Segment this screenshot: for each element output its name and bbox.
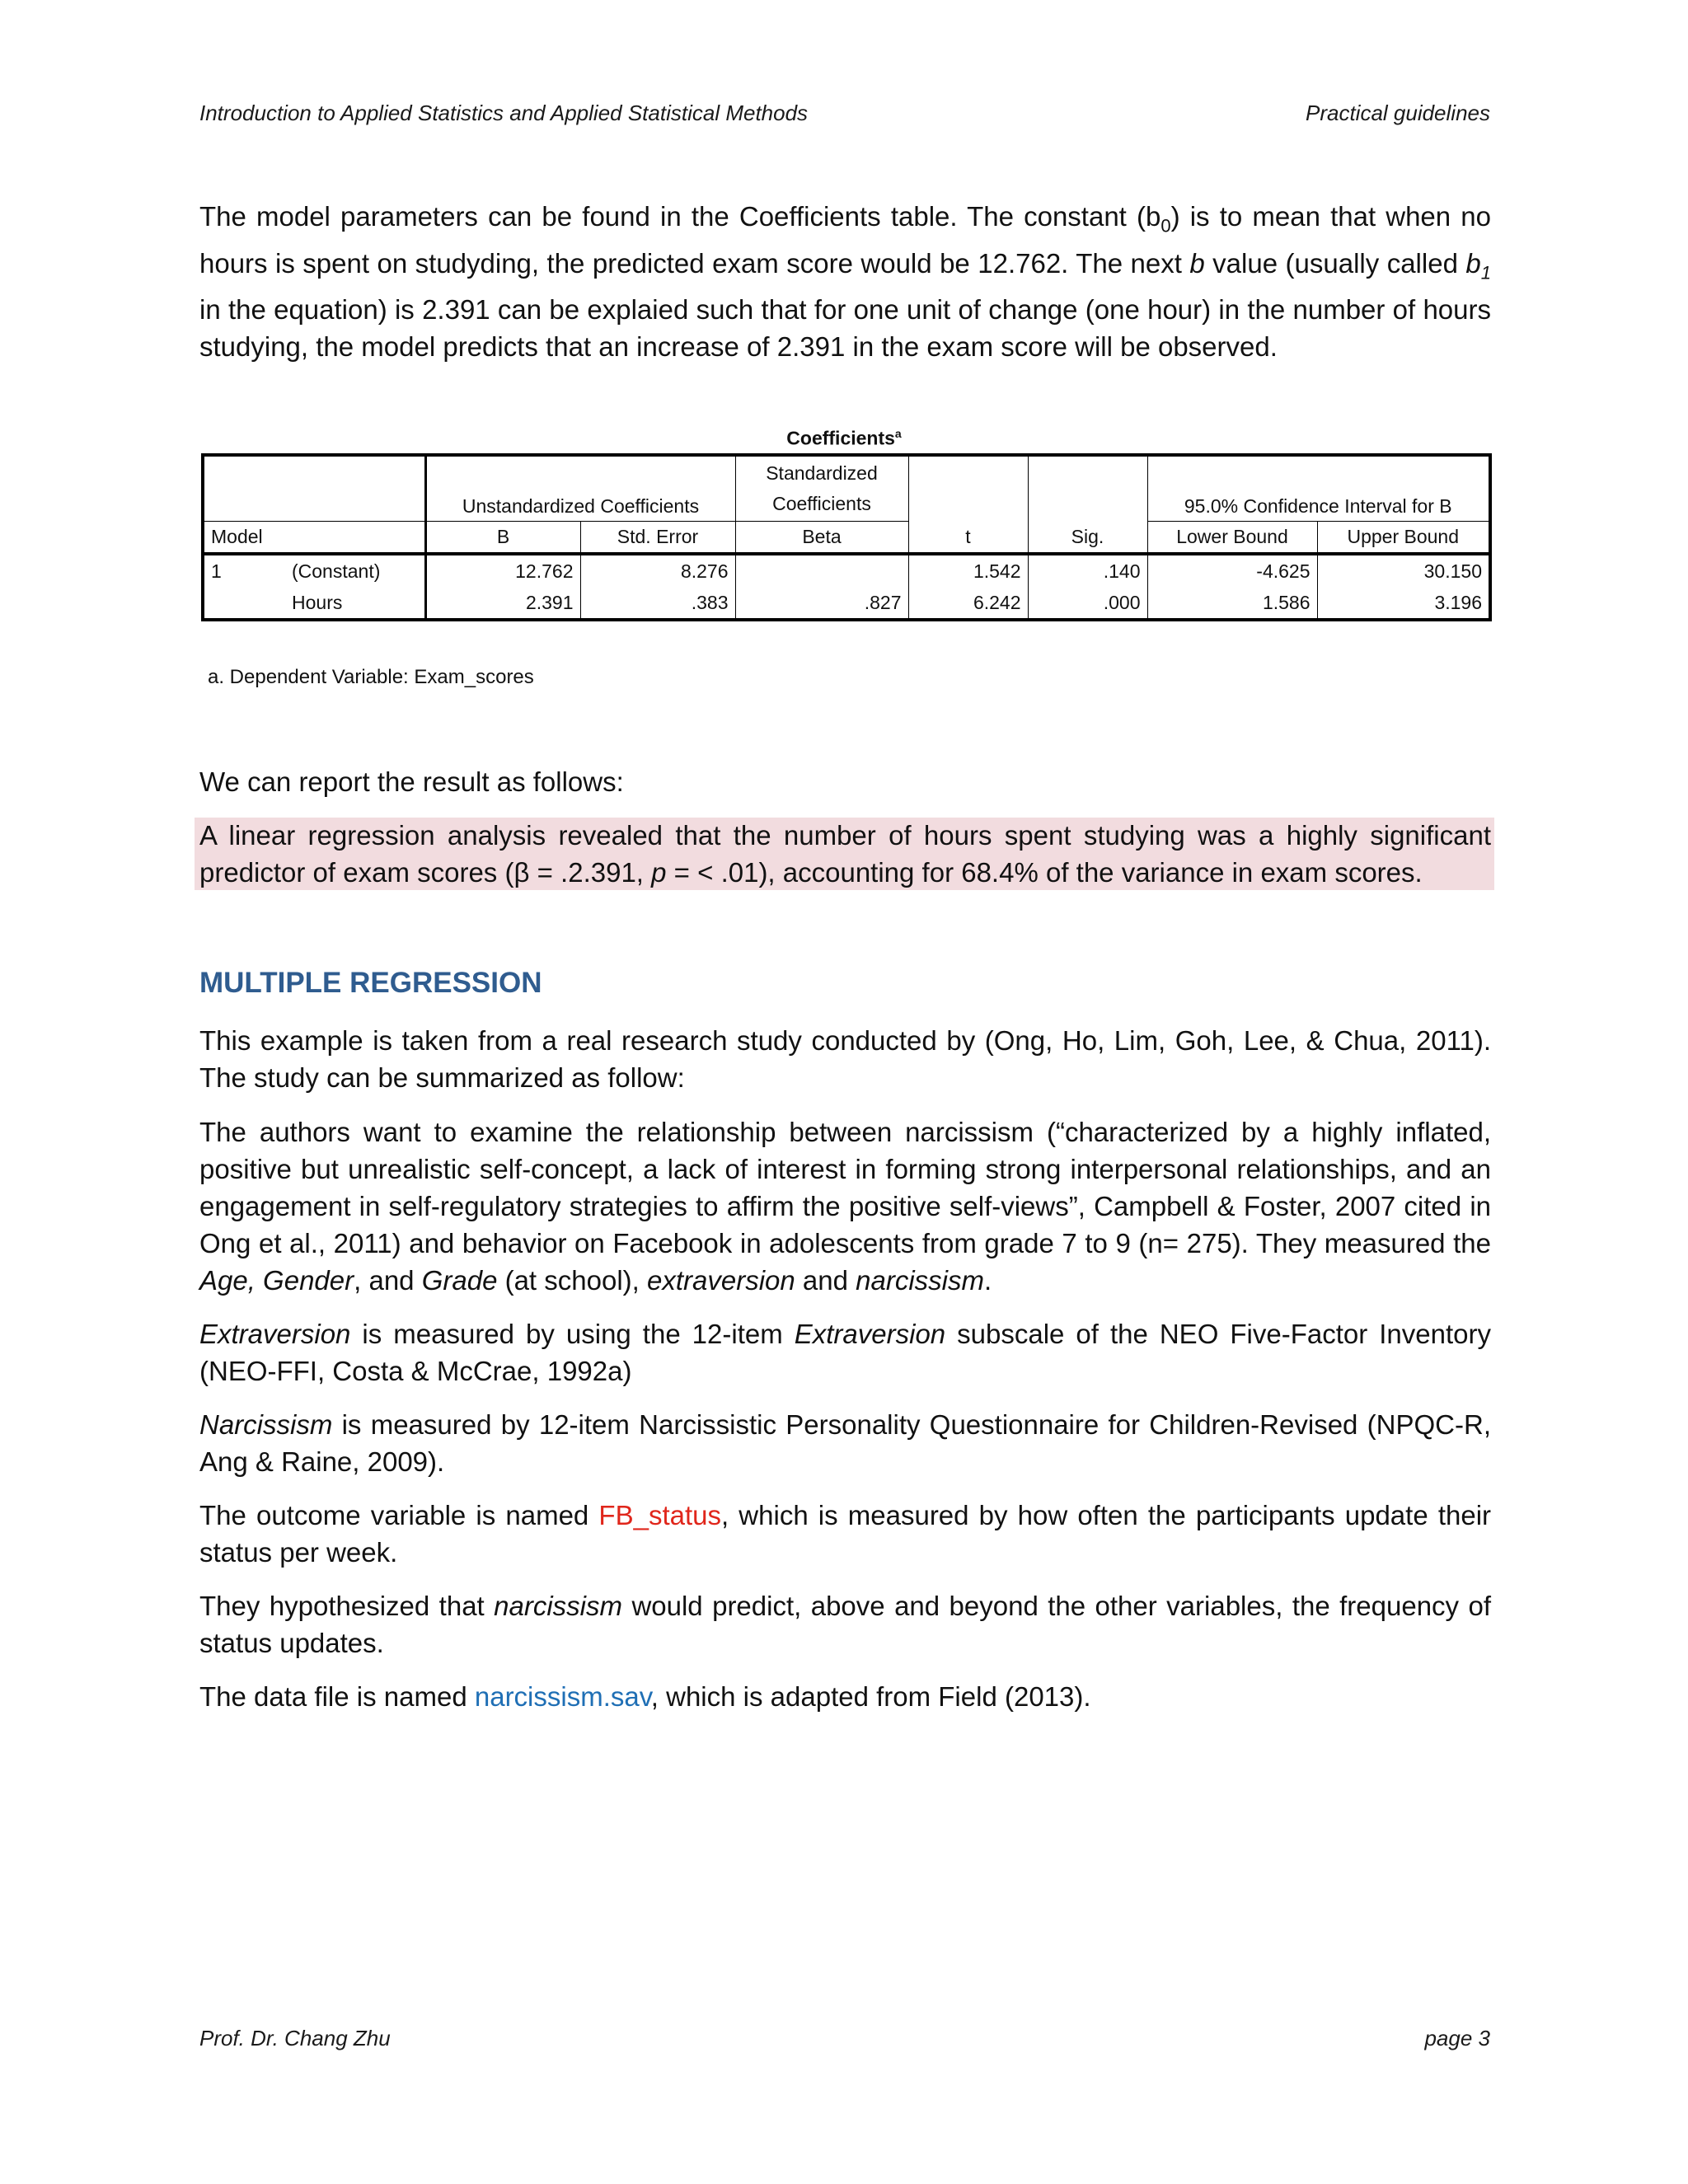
cell-name: Hours — [285, 587, 425, 620]
section-title: MULTIPLE REGRESSION — [199, 967, 542, 999]
header-unstandardized: Unstandardized Coefficients — [425, 455, 735, 521]
coefficients-table — [201, 453, 1492, 621]
cell-lower-bound: -4.625 — [1147, 554, 1317, 587]
cell-sig: .140 — [1028, 554, 1147, 587]
cell-b: 2.391 — [425, 587, 580, 620]
table-header-row-1 — [203, 455, 1490, 488]
table-header-row-3 — [203, 521, 1490, 554]
paragraph-study-source: This example is taken from a real research study conducted by (Ong, Ho, Lim, Goh, Lee, & Chua, 2011). The study can be summarized as follow: — [199, 1025, 1491, 1093]
header-model: Model — [203, 521, 425, 554]
table-row — [203, 587, 1490, 620]
header-title: Introduction to Applied Statistics and Applied Statistical Methods — [199, 101, 809, 125]
header-standardized: Standardized — [735, 455, 908, 488]
header-coefficients: Coefficients — [735, 488, 908, 521]
paragraph-study-description: The authors want to examine the relationship between narcissism (“characterized by a highly inflated, positive but unrealistic self-concept, a lack of interest in forming strong interpersonal relationships, and an engagement in self-regulatory strategies to affirm the positive self-views”, Campbell & Foster, 2007 cited in Ong et al., 2011) and behavior on Facebook in adolescents from grade 7 to 9 (n= 275). They measured the Age, Gender, and Grade (at school), extraversion and narcissism. — [199, 1117, 1491, 1296]
header-t: t — [908, 521, 1028, 554]
table-row — [203, 554, 1490, 587]
cell-upper-bound: 30.150 — [1317, 554, 1490, 587]
header-section: Practical guidelines — [1305, 101, 1490, 125]
header-lower-bound: Lower Bound — [1147, 521, 1317, 554]
paragraph-hypothesis: They hypothesized that narcissism would predict, above and beyond the other variables, the frequency of status updates. — [199, 1591, 1491, 1658]
cell-name: (Constant) — [285, 554, 425, 587]
table-title: Coefficients$^a$ — [786, 427, 902, 449]
header-std-error: Std. Error — [580, 521, 735, 554]
footer-author: Prof. Dr. Chang Zhu — [199, 2026, 391, 2050]
data-file-link[interactable]: narcissism.sav — [474, 1681, 651, 1712]
paragraph-narcissism: Narcissism is measured by 12-item Narcissistic Personality Questionnaire for Children-Revised (NPQC-R, Ang & Raine, 2009). — [199, 1409, 1491, 1477]
cell-upper-bound: 3.196 — [1317, 587, 1490, 620]
cell-model — [203, 587, 285, 620]
cell-std-error: 8.276 — [580, 554, 735, 587]
header-upper-bound: Upper Bound — [1317, 521, 1490, 554]
report-intro: We can report the result as follows: — [199, 766, 624, 797]
cell-beta: .827 — [735, 587, 908, 620]
cell-t: 1.542 — [908, 554, 1028, 587]
header-confidence-interval: 95.0% Confidence Interval for B — [1147, 455, 1490, 521]
header-sig: Sig. — [1028, 521, 1147, 554]
header-b: B — [425, 521, 580, 554]
table-footnote: a. Dependent Variable: Exam_scores — [208, 666, 534, 688]
cell-lower-bound: 1.586 — [1147, 587, 1317, 620]
cell-sig: .000 — [1028, 587, 1147, 620]
variable-name: FB_status — [598, 1500, 721, 1530]
paragraph-data-file: The data file is named narcissism.sav, which is adapted from Field (2013). — [199, 1681, 1091, 1712]
cell-b: 12.762 — [425, 554, 580, 587]
paragraph-model-parameters: The model parameters can be found in the Coefficients table. The constant $(b_0)$ is to mean that when no hours is spent on studyding, the predicted exam score would be 12.762. The next b value (usually called $b_1$ in the equation) is 2.391 can be explaied such that for one unit of change (one hour) in the number of hours studying, the model predicts that an increase of 2.391 in the exam score will be observed. — [199, 201, 1491, 363]
paragraph-outcome-variable: The outcome variable is named FB_status, which is measured by how often the participants update their status per week. — [199, 1500, 1492, 1568]
cell-std-error: .383 — [580, 587, 735, 620]
page-header — [199, 101, 1490, 126]
cell-model: 1 — [203, 554, 285, 587]
report-statement: A linear regression analysis revealed that the number of hours spent studying was a highly significant predictor of exam scores (β = .2.391, p = < .01), accounting for 68.4% of the variance in exam scores. — [199, 820, 1491, 888]
page-number: page 3 — [1424, 2026, 1490, 2050]
header-beta: Beta — [735, 521, 908, 554]
cell-beta — [735, 554, 908, 587]
page-footer — [199, 2026, 1490, 2051]
paragraph-extraversion: Extraversion is measured by using the 12-item Extraversion subscale of the NEO Five-Factor Inventory (NEO-FFI, Costa & McCrae, 1992a) — [199, 1319, 1491, 1386]
cell-t: 6.242 — [908, 587, 1028, 620]
